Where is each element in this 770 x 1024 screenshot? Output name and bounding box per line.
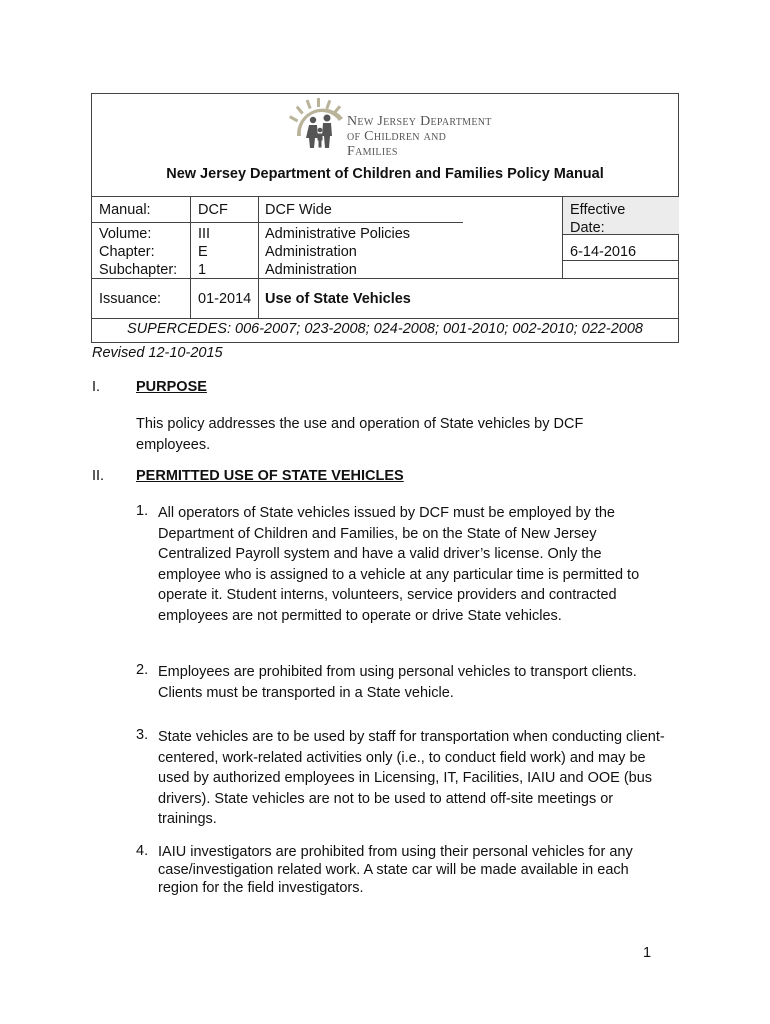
grid-divider <box>91 278 679 279</box>
manual-label: Manual: <box>99 202 151 218</box>
policy-header-box <box>91 93 679 343</box>
manual-value: DCF Wide <box>265 202 332 218</box>
list-item-number: 1. <box>136 503 149 519</box>
volume-label: Volume: <box>99 226 152 242</box>
purpose-paragraph: This policy addresses the use and operation of State vehicles by DCF employees. <box>136 416 584 453</box>
grid-divider <box>258 196 259 318</box>
effective-date-value: 6-14-2016 <box>570 244 637 260</box>
subchapter-code: 1 <box>198 262 207 278</box>
section-title-purpose: PURPOSE <box>136 379 207 395</box>
list-item-number: 4. <box>136 843 149 859</box>
list-item: All operators of State vehicles issued by DCF must be employed by the Department of Children and Families, be on the State of New Jersey Centralized Payroll system and have a valid driver’s license. Only the employee who is assigned to a vehicle at any particular time is permitted to operate it. Student interns, volunteers, service providers and contracted employees are not permitted to operate or drive State vehicles. <box>158 505 640 624</box>
dcf-logo <box>287 96 497 159</box>
grid-divider <box>190 196 191 318</box>
manual-title: New Jersey Department of Children and Families Policy Manual <box>166 166 604 182</box>
supercedes-line: SUPERCEDES: 006-2007; 023-2008; 024-2008; 001-2010; 002-2010; 022-2008 <box>127 321 643 337</box>
manual-code: DCF <box>198 202 228 218</box>
org-name-line1: New Jersey Department <box>347 114 492 129</box>
section-number: II. <box>92 468 105 484</box>
list-item: Employees are prohibited from using personal vehicles to transport clients. Clients must be transported in a State vehicle. <box>158 664 637 701</box>
list-item-number: 2. <box>136 662 149 678</box>
effective-date-label: Effective Date: <box>570 202 626 236</box>
issuance-label: Issuance: <box>99 291 162 307</box>
section-number: I. <box>92 379 101 395</box>
issuance-number: 01-2014 <box>198 291 252 307</box>
volume-value: Administrative Policies <box>265 226 411 242</box>
chapter-label: Chapter: <box>99 244 155 260</box>
list-item: IAIU investigators are prohibited from using their personal vehicles for any case/investigation related work. A state car will be made available in each region for the field investigators. <box>158 844 633 896</box>
subchapter-label: Subchapter: <box>99 262 178 278</box>
list-item-number: 3. <box>136 727 149 743</box>
org-name <box>347 114 497 159</box>
volume-code: III <box>198 226 211 242</box>
section-title-permitted-use: PERMITTED USE OF STATE VEHICLES <box>136 468 404 484</box>
revised-date: Revised 12-10-2015 <box>92 345 223 361</box>
subchapter-value: Administration <box>265 262 357 278</box>
list-item: State vehicles are to be used by staff for transportation when conducting client-centered, work-related activities only (i.e., to conduct field work) and may be used by authorized employees in Licensing, IT, Facilities, IAIU and OOE (bus drivers). State vehicles are not to be used to attend off-site meetings or trainings. <box>158 729 665 827</box>
grid-divider <box>91 222 463 223</box>
chapter-code: E <box>198 244 208 260</box>
grid-divider <box>91 318 679 319</box>
org-name-line2: of Children and Families <box>347 129 447 159</box>
page-number: 1 <box>643 945 652 961</box>
issuance-title: Use of State Vehicles <box>265 291 411 307</box>
chapter-value: Administration <box>265 244 357 260</box>
